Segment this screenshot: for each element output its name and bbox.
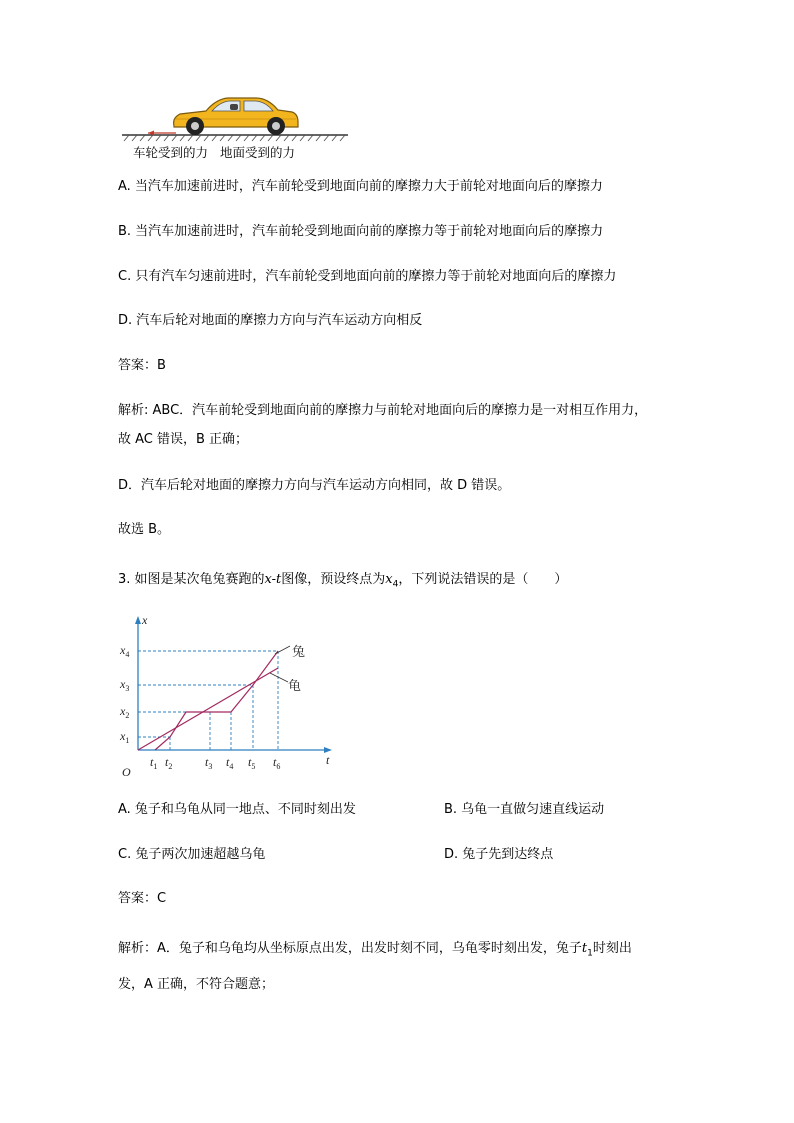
ground-hatching <box>124 135 345 141</box>
tortoise-label: 龟 <box>288 678 302 693</box>
q3-answer: 答案：C <box>118 891 167 906</box>
tortoise-curve <box>138 668 278 750</box>
rabbit-curve <box>155 651 278 750</box>
q2-analysis-line1: 解析: ABC．汽车前轮受到地面向前的摩擦力与前轮对地面向后的摩擦力是一对相互作用力， <box>118 403 648 418</box>
q2-analysis-line3: D．汽车后轮对地面的摩擦力方向与汽车运动方向相同，故 D 错误。 <box>118 478 511 493</box>
x4-variable: x <box>385 572 393 587</box>
car-driver <box>230 104 238 110</box>
x-axis-arrow <box>135 616 141 624</box>
rabbit-label: 兔 <box>292 644 306 659</box>
caption-wheel-force: 车轮受到的力 <box>133 145 209 160</box>
q2-option-b: B. 当汽车加速前进时，汽车前轮受到地面向前的摩擦力等于前轮对地面向后的摩擦力 <box>118 224 604 239</box>
caption-ground-force: 地面受到的力 <box>220 145 296 160</box>
t-axis-label: t <box>326 753 330 767</box>
origin-label: O <box>122 765 131 779</box>
guide-lines <box>138 651 278 750</box>
y-tick-labels <box>119 643 129 745</box>
q2-option-d: D. 汽车后轮对地面的摩擦力方向与汽车运动方向相反 <box>118 313 423 328</box>
x-tick-t3: $t_3$ <box>205 755 213 771</box>
y-tick-x2: $x_2$ <box>120 704 130 720</box>
y-tick-x3: $x_3$ <box>120 677 130 693</box>
q2-option-a: A. 当汽车加速前进时，汽车前轮受到地面向前的摩擦力大于前轮对地面向后的摩擦力 <box>118 179 603 194</box>
q3-analysis-line1: 解析：A．兔子和乌龟均从坐标原点出发，出发时刻不同，乌龟零时刻出发，兔子$t_1$时刻出 <box>118 941 632 959</box>
q2-conclusion: 故选 B。 <box>118 522 171 537</box>
x-tick-t1: $t_1$ <box>150 755 158 771</box>
q2-analysis-line2: 故 AC 错误，B 正确； <box>118 432 249 447</box>
x-axis-label: x <box>142 613 148 627</box>
x-tick-t6: $t_6$ <box>273 755 281 771</box>
x-tick-t5: $t_5$ <box>248 755 256 771</box>
x-tick-t4: $t_4$ <box>226 755 234 771</box>
xt-graph <box>118 610 340 782</box>
x-tick-t2: $t_2$ <box>165 755 173 771</box>
car-figure-caption <box>133 143 295 161</box>
x-tick-labels <box>150 755 280 771</box>
xt-variable: x-t <box>264 572 282 587</box>
q2-answer: 答案：B <box>118 358 166 373</box>
q3-option-b: B. 乌龟一直做匀速直线运动 <box>444 802 605 817</box>
q3-option-a: A. 兔子和乌龟从同一地点、不同时刻出发 <box>118 802 356 817</box>
q3-option-c: C. 兔子两次加速超越乌龟 <box>118 847 266 862</box>
q2-option-c: C. 只有汽车匀速前进时，汽车前轮受到地面向前的摩擦力等于前轮对地面向后的摩擦力 <box>118 269 617 284</box>
q3-analysis-line2: 发，A 正确，不符合题意； <box>118 977 275 992</box>
q3-option-d: D. 兔子先到达终点 <box>444 847 554 862</box>
y-tick-x1: $x_1$ <box>120 729 130 745</box>
q3-stem: 3. 如图是某次龟兔赛跑的x-t图像，预设终点为$x_4$，下列说法错误的是（ ） <box>118 572 568 590</box>
y-tick-x4: $x_4$ <box>120 643 130 659</box>
